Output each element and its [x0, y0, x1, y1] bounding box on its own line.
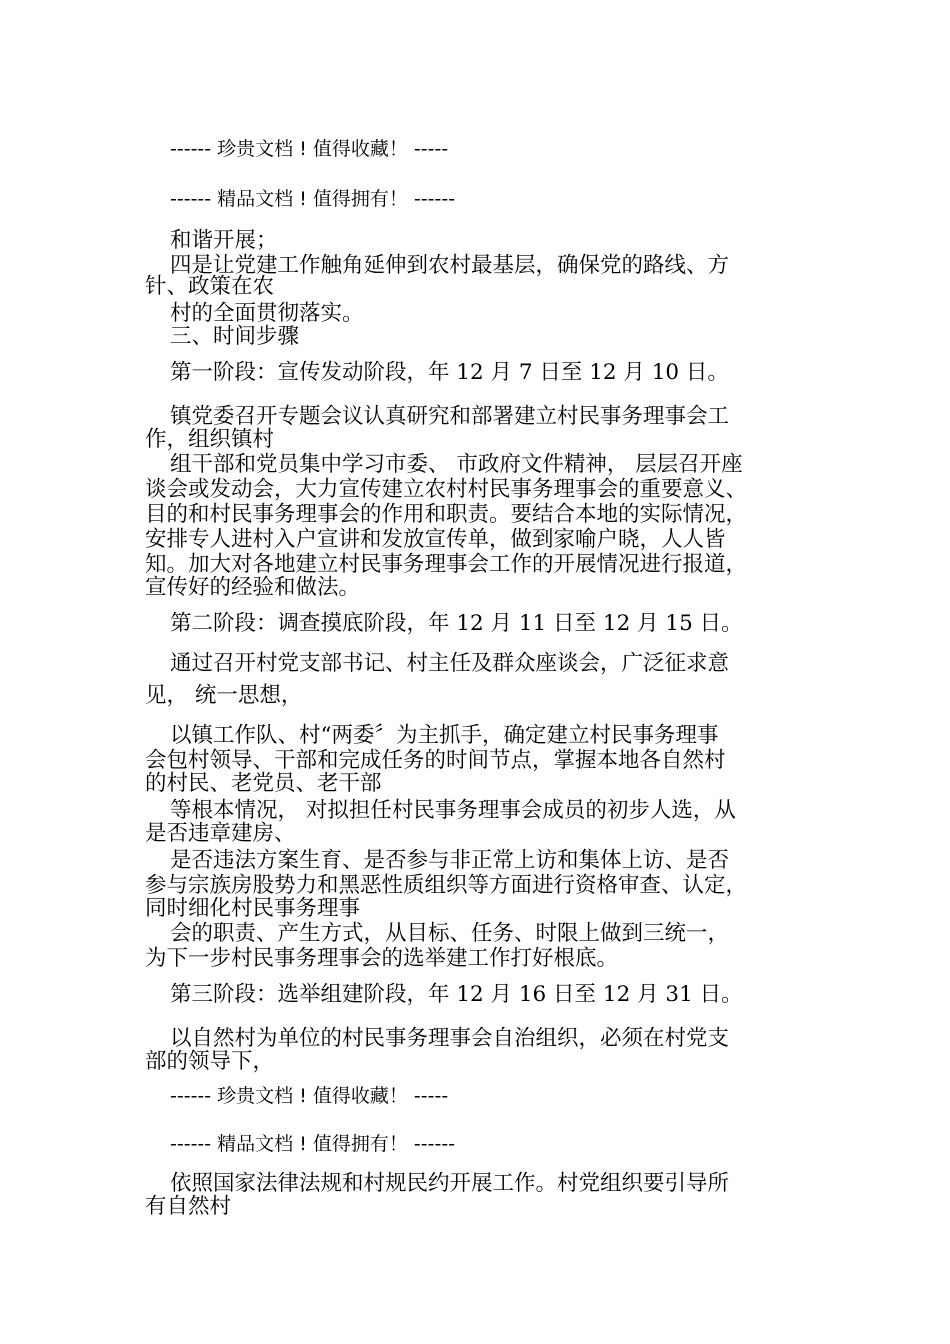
text-line: 见， 统一思想， [145, 683, 303, 708]
text-line: 参与宗族房股势力和黑恶性质组织等方面进行资格审查、认定， [145, 873, 748, 898]
text-line: 以自然村为单位的村民事务理事会自治组织，必须在村党支 [170, 1026, 730, 1051]
text-line: 有自然村 [145, 1194, 232, 1219]
text-line: 针、政策在农 [145, 274, 275, 299]
text-line: 以镇工作队、村“两委〞为主抓手，确定建立村民事务理事 [170, 723, 719, 748]
text-line: 宣传好的经验和做法。 [145, 575, 361, 600]
text-line: 谈会或发动会，大力宣传建立农村村民事务理事会的重要意义、 [145, 477, 748, 502]
text-line: 同时细化村民事务理事 [145, 896, 361, 921]
stage-heading: 第一阶段：宣传发动阶段，年 12 月 7 日至 12 月 10 日。 [170, 360, 729, 385]
text-line: 村的全面贯彻落实。 [170, 301, 364, 326]
text-line: 是否违法方案生育、是否参与非正常上访和集体上访、是否 [170, 848, 730, 873]
text-line: 知。加大对各地建立村民事务理事会工作的开展情况进行报道， [145, 552, 748, 577]
stage-heading: 第二阶段：调查摸底阶段，年 12 月 11 日至 12 月 15 日。 [170, 611, 743, 636]
text-line: 是否违章建房、 [145, 821, 296, 846]
watermark-line: ------ 珍贵文档 ! 值得收藏！ ----- [170, 1085, 449, 1107]
watermark-line: ------ 精品文档 ! 值得拥有！ ------ [170, 1133, 456, 1155]
text-line: 目的和村民事务理事会的作用和职责。要结合本地的实际情况， [145, 502, 748, 527]
text-line: 等根本情况， 对拟担任村民事务理事会成员的初步人选，从 [170, 798, 736, 823]
text-line: 作，组织镇村 [145, 427, 275, 452]
text-line: 会包村领导、干部和完成任务的时间节点，掌握本地各自然村 [145, 748, 726, 773]
text-line: 的村民、老党员、老干部 [145, 771, 382, 796]
stage-heading: 第三阶段：选举组建阶段，年 12 月 16 日至 12 月 31 日。 [170, 982, 743, 1007]
text-line: 部的领导下， [145, 1049, 275, 1074]
text-line: 安排专人进村入户宣讲和发放宣传单，做到家喻户晓，人人皆 [145, 527, 726, 552]
text-line: 通过召开村党支部书记、村主任及群众座谈会，广泛征求意 [170, 651, 730, 676]
watermark-line: ------ 珍贵文档 ! 值得收藏！ ----- [170, 138, 449, 160]
watermark-line: ------ 精品文档 ! 值得拥有！ ------ [170, 188, 456, 210]
text-line: 镇党委召开专题会议认真研究和部署建立村民事务理事会工 [170, 404, 730, 429]
text-line: 四是让党建工作触角延伸到农村最基层，确保党的路线、方 [170, 253, 730, 278]
text-line: 为下一步村民事务理事会的选举建工作打好根底。 [145, 946, 619, 971]
text-line: 会的职责、产生方式，从目标、任务、时限上做到三统一， [170, 921, 730, 946]
section-heading: 三、时间步骤 [170, 324, 300, 349]
text-line: 依照国家法律法规和村规民约开展工作。村党组织要引导所 [170, 1171, 730, 1196]
text-line: 和谐开展； [170, 228, 278, 253]
text-line: 组干部和党员集中学习市委、 市政府文件精神， 层层召开座 [170, 452, 743, 477]
